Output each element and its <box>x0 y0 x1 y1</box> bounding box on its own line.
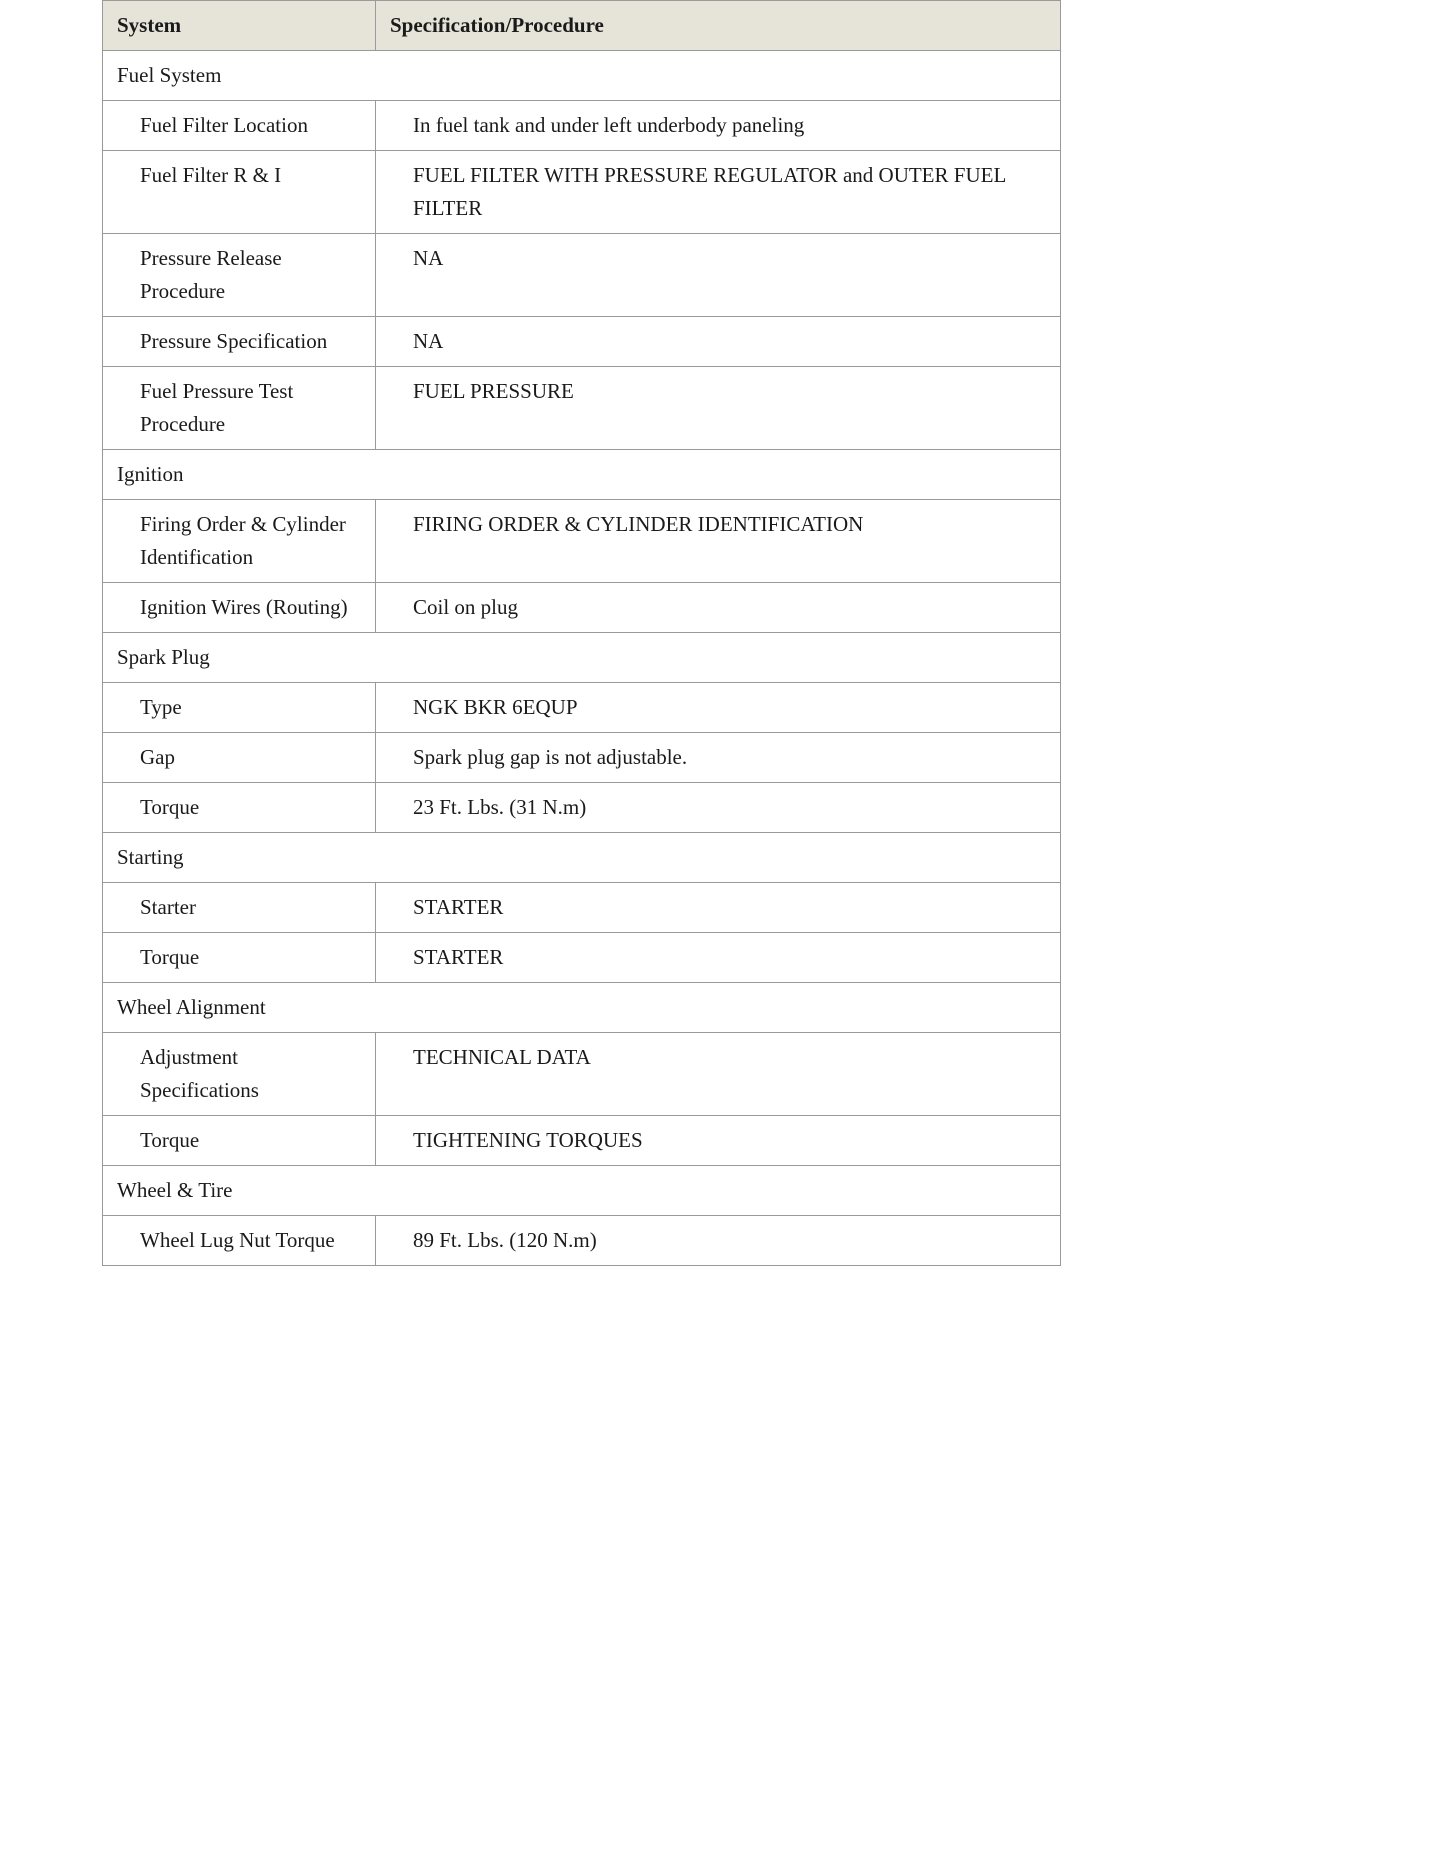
table-row <box>103 234 1061 317</box>
item-value-cell: TIGHTENING TORQUES <box>376 1116 1061 1166</box>
item-name-cell: Starter <box>103 883 376 933</box>
item-value-cell: NGK BKR 6EQUP <box>376 683 1061 733</box>
table-row <box>103 733 1061 783</box>
section-title: Ignition <box>103 450 1061 500</box>
item-name-cell: Torque <box>103 933 376 983</box>
table-row <box>103 683 1061 733</box>
item-value-cell: STARTER <box>376 883 1061 933</box>
item-value-cell: NA <box>376 317 1061 367</box>
section-title: Fuel System <box>103 51 1061 101</box>
item-value-cell: STARTER <box>376 933 1061 983</box>
item-name-cell: Adjustment Specifications <box>103 1033 376 1116</box>
section-row <box>103 450 1061 500</box>
item-value-cell: 23 Ft. Lbs. (31 N.m) <box>376 783 1061 833</box>
table-row <box>103 583 1061 633</box>
item-name-cell: Fuel Filter R & I <box>103 151 376 234</box>
header-row <box>103 1 1061 51</box>
table-row <box>103 783 1061 833</box>
item-name-cell: Wheel Lug Nut Torque <box>103 1216 376 1266</box>
item-name-cell: Gap <box>103 733 376 783</box>
section-title: Wheel Alignment <box>103 983 1061 1033</box>
section-title: Spark Plug <box>103 633 1061 683</box>
section-title: Starting <box>103 833 1061 883</box>
specifications-table <box>102 0 1061 1266</box>
section-row <box>103 1166 1061 1216</box>
table-row <box>103 367 1061 450</box>
section-row <box>103 633 1061 683</box>
item-value-cell: FIRING ORDER & CYLINDER IDENTIFICATION <box>376 500 1061 583</box>
table-row <box>103 1216 1061 1266</box>
section-row <box>103 51 1061 101</box>
item-name-cell: Pressure Release Procedure <box>103 234 376 317</box>
item-name-cell: Type <box>103 683 376 733</box>
section-row <box>103 983 1061 1033</box>
item-name-cell: Torque <box>103 783 376 833</box>
item-value-cell: FUEL FILTER WITH PRESSURE REGULATOR and OUTER FUEL FILTER <box>376 151 1061 234</box>
item-value-cell: Spark plug gap is not adjustable. <box>376 733 1061 783</box>
table-body <box>103 51 1061 1266</box>
table-row <box>103 933 1061 983</box>
item-name-cell: Fuel Pressure Test Procedure <box>103 367 376 450</box>
table-row <box>103 1116 1061 1166</box>
item-value-cell: In fuel tank and under left underbody paneling <box>376 101 1061 151</box>
column-header-specification: Specification/Procedure <box>376 1 1061 51</box>
table-row <box>103 317 1061 367</box>
table-row <box>103 883 1061 933</box>
item-value-cell: Coil on plug <box>376 583 1061 633</box>
table-row <box>103 101 1061 151</box>
section-row <box>103 833 1061 883</box>
item-value-cell: NA <box>376 234 1061 317</box>
item-name-cell: Fuel Filter Location <box>103 101 376 151</box>
column-header-system: System <box>103 1 376 51</box>
item-name-cell: Pressure Specification <box>103 317 376 367</box>
table-row <box>103 151 1061 234</box>
item-name-cell: Torque <box>103 1116 376 1166</box>
item-value-cell: 89 Ft. Lbs. (120 N.m) <box>376 1216 1061 1266</box>
table-row <box>103 1033 1061 1116</box>
item-name-cell: Firing Order & Cylinder Identification <box>103 500 376 583</box>
item-value-cell: FUEL PRESSURE <box>376 367 1061 450</box>
item-name-cell: Ignition Wires (Routing) <box>103 583 376 633</box>
item-value-cell: TECHNICAL DATA <box>376 1033 1061 1116</box>
section-title: Wheel & Tire <box>103 1166 1061 1216</box>
table-header <box>103 1 1061 51</box>
table-row <box>103 500 1061 583</box>
